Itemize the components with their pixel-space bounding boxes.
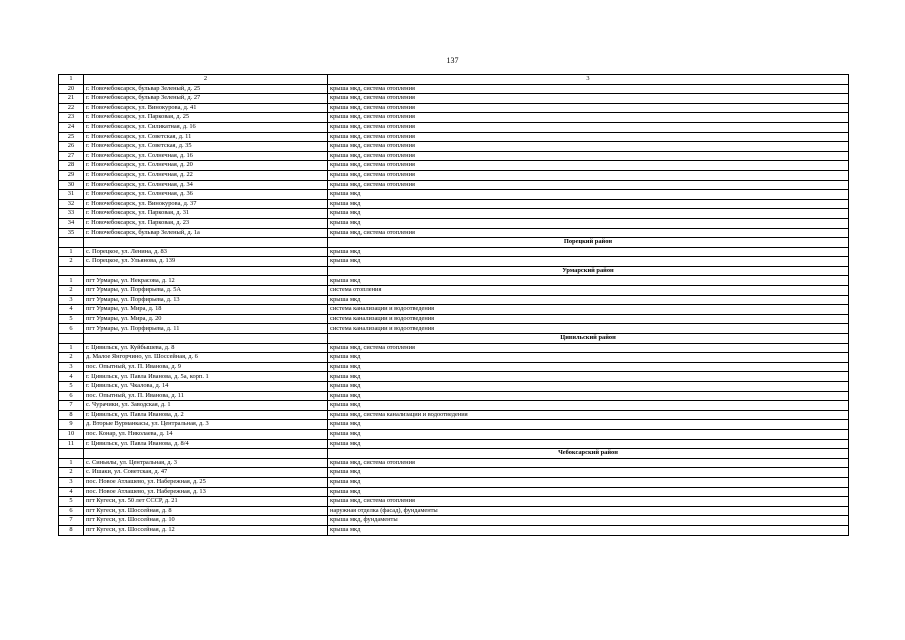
row-number: 6 [59,391,84,401]
row-number: 1 [59,276,84,286]
row-number: 5 [59,382,84,392]
table-row [59,324,849,334]
address-cell: г. Новочебоксарск, ул. Солнечная, д. 36 [84,190,328,200]
address-cell: пгт Урмары, ул. Мира, д. 18 [84,305,328,315]
address-cell: с. Порецкое, ул. Ульянова, д. 139 [84,257,328,267]
table-row [59,458,849,468]
address-cell: г. Новочебоксарск, ул. Винокурова, д. 37 [84,199,328,209]
address-cell: пгт Урмары, ул. Некрасова, д. 12 [84,276,328,286]
table-row [59,94,849,104]
work-type-cell: крыша мкд [328,420,849,430]
address-cell: пгт Кугеси, ул. 50 лет СССР, д. 21 [84,497,328,507]
page-number: 137 [446,56,459,65]
work-type-cell: крыша мкд [328,477,849,487]
row-number: 5 [59,314,84,324]
work-type-cell: крыша мкд [328,257,849,267]
row-number: 4 [59,372,84,382]
empty-cell [84,449,328,459]
table-row [59,84,849,94]
address-cell: г. Новочебоксарск, ул. Силикатная, д. 16 [84,122,328,132]
work-type-cell: крыша мкд [328,199,849,209]
row-number: 3 [59,477,84,487]
row-number: 2 [59,353,84,363]
address-cell: г. Цивильск, ул. Павла Иванова, д. 2 [84,410,328,420]
row-number: 2 [59,286,84,296]
works-table-body [59,75,849,536]
table-row [59,209,849,219]
address-cell: пгт Кугеси, ул. Шоссейная, д. 10 [84,516,328,526]
table-row [59,132,849,142]
table-row [59,295,849,305]
address-cell: г. Цивильск, ул. Чкалова, д. 14 [84,382,328,392]
table-row [59,410,849,420]
row-number: 9 [59,420,84,430]
work-type-cell: крыша мкд [328,295,849,305]
address-cell: г. Новочебоксарск, бульвар Зеленый, д. 27 [84,94,328,104]
address-cell: с. Порецкое, ул. Ленина, д. 83 [84,247,328,257]
work-type-cell: крыша мкд, фундаменты [328,516,849,526]
work-type-cell: крыша мкд, система отопления [328,122,849,132]
work-type-cell: крыша мкд [328,429,849,439]
work-type-cell: система отопления [328,286,849,296]
work-type-cell: крыша мкд [328,276,849,286]
table-row [59,142,849,152]
address-cell: г. Новочебоксарск, ул. Советская, д. 35 [84,142,328,152]
empty-cell [84,238,328,248]
district-title: Порецкий район [328,238,849,248]
row-number: 10 [59,429,84,439]
address-cell: г. Новочебоксарск, бульвар Зеленый, д. 1а [84,228,328,238]
works-table [58,74,849,536]
work-type-cell: крыша мкд [328,468,849,478]
address-cell: г. Новочебоксарск, ул. Солнечная, д. 22 [84,170,328,180]
row-number: 29 [59,170,84,180]
district-header-row [59,449,849,459]
row-number: 5 [59,497,84,507]
table-row [59,305,849,315]
empty-cell [84,334,328,344]
work-type-cell: крыша мкд [328,247,849,257]
address-cell: пос. Конар, ул. Николаева, д. 14 [84,429,328,439]
address-cell: пгт Урмары, ул. Порфирьева, д. 5А [84,286,328,296]
address-cell: г. Цивильск, ул. Павла Иванова, д. 8/4 [84,439,328,449]
row-number: 1 [59,458,84,468]
district-header-row [59,266,849,276]
address-cell: пгт Кугеси, ул. Шоссейная, д. 12 [84,525,328,535]
table-row [59,180,849,190]
table-row [59,372,849,382]
address-cell: г. Новочебоксарск, ул. Парковая, д. 23 [84,218,328,228]
row-number: 1 [59,247,84,257]
district-title: Чебоксарский район [328,449,849,459]
work-type-cell: крыша мкд, система отопления [328,103,849,113]
row-number: 8 [59,525,84,535]
row-number: 24 [59,122,84,132]
work-type-cell: крыша мкд [328,525,849,535]
address-cell: д. Вторые Вурманкасы, ул. Центральная, д. 3 [84,420,328,430]
row-number: 26 [59,142,84,152]
table-row [59,190,849,200]
work-type-cell: крыша мкд [328,362,849,372]
work-type-cell: крыша мкд [328,391,849,401]
table-row [59,247,849,257]
row-number: 8 [59,410,84,420]
work-type-cell: крыша мкд, система канализации и водоотведения [328,410,849,420]
row-number: 3 [59,295,84,305]
work-type-cell: крыша мкд, система отопления [328,142,849,152]
table-row [59,286,849,296]
row-number: 35 [59,228,84,238]
table-row [59,516,849,526]
work-type-cell: система канализации и водоотведения [328,314,849,324]
work-type-cell: крыша мкд, система отопления [328,132,849,142]
row-number: 33 [59,209,84,219]
column-number-row [59,75,849,85]
address-cell: г. Новочебоксарск, ул. Солнечная, д. 16 [84,151,328,161]
work-type-cell: крыша мкд [328,209,849,219]
row-number: 22 [59,103,84,113]
table-row [59,113,849,123]
district-header-row [59,238,849,248]
table-row [59,151,849,161]
row-number: 2 [59,257,84,267]
table-row [59,420,849,430]
row-number: 11 [59,439,84,449]
work-type-cell: крыша мкд, система отопления [328,180,849,190]
table-row [59,343,849,353]
row-number: 25 [59,132,84,142]
address-cell: пос. Новое Атлашево, ул. Набережная, д. 13 [84,487,328,497]
address-cell: с. Чурачики, ул. Заводская, д. 1 [84,401,328,411]
address-cell: д. Малое Янгорчино, ул. Шоссейная, д. 6 [84,353,328,363]
work-type-cell: крыша мкд, система отопления [328,161,849,171]
work-type-cell: крыша мкд [328,372,849,382]
address-cell: пос. Новое Атлашево, ул. Набережная, д. 25 [84,477,328,487]
table-row [59,218,849,228]
work-type-cell: крыша мкд [328,439,849,449]
work-type-cell: крыша мкд, система отопления [328,228,849,238]
table-row [59,382,849,392]
table-row [59,122,849,132]
address-cell: пгт Урмары, ул. Порфирьева, д. 13 [84,295,328,305]
table-row [59,161,849,171]
empty-cell [59,449,84,459]
work-type-cell: система канализации и водоотведения [328,324,849,334]
empty-cell [59,334,84,344]
row-number: 4 [59,487,84,497]
work-type-cell: система канализации и водоотведения [328,305,849,315]
row-number: 28 [59,161,84,171]
address-cell: с. Ишаки, ул. Советская, д. 47 [84,468,328,478]
work-type-cell: крыша мкд [328,401,849,411]
address-cell: г. Новочебоксарск, ул. Солнечная, д. 34 [84,180,328,190]
table-row [59,362,849,372]
work-type-cell: крыша мкд, система отопления [328,113,849,123]
column-number-1: 1 [59,75,84,85]
work-type-cell: крыша мкд, система отопления [328,84,849,94]
work-type-cell: крыша мкд [328,353,849,363]
work-type-cell: крыша мкд [328,190,849,200]
address-cell: г. Новочебоксарск, ул. Солнечная, д. 20 [84,161,328,171]
district-title: Цивильский район [328,334,849,344]
address-cell: г. Новочебоксарск, ул. Парковая, д. 25 [84,113,328,123]
row-number: 7 [59,516,84,526]
row-number: 20 [59,84,84,94]
row-number: 30 [59,180,84,190]
row-number: 3 [59,362,84,372]
work-type-cell: крыша мкд, система отопления [328,343,849,353]
table-row [59,257,849,267]
work-type-cell: крыша мкд [328,487,849,497]
table-row [59,199,849,209]
table-row [59,276,849,286]
work-type-cell: крыша мкд [328,218,849,228]
work-type-cell: крыша мкд, система отопления [328,94,849,104]
district-title: Урмарский район [328,266,849,276]
row-number: 6 [59,506,84,516]
address-cell: г. Цивильск, ул. Куйбышева, д. 8 [84,343,328,353]
work-type-cell: крыша мкд, система отопления [328,170,849,180]
work-type-cell: наружная отделка (фасад), фундаменты [328,506,849,516]
table-row [59,506,849,516]
table-row [59,525,849,535]
table-row [59,103,849,113]
table-row [59,429,849,439]
work-type-cell: крыша мкд, система отопления [328,458,849,468]
table-row [59,439,849,449]
address-cell: г. Новочебоксарск, ул. Советская, д. 11 [84,132,328,142]
table-row [59,391,849,401]
table-row [59,497,849,507]
address-cell: пгт Урмары, ул. Мира, д. 20 [84,314,328,324]
address-cell: с. Синьялы, ул. Центральная, д. 3 [84,458,328,468]
work-type-cell: крыша мкд, система отопления [328,151,849,161]
district-header-row [59,334,849,344]
row-number: 21 [59,94,84,104]
table-row [59,353,849,363]
work-type-cell: крыша мкд [328,382,849,392]
row-number: 7 [59,401,84,411]
column-number-3: 3 [328,75,849,85]
row-number: 2 [59,468,84,478]
row-number: 1 [59,343,84,353]
row-number: 31 [59,190,84,200]
address-cell: пос. Опытный, ул. П. Иванова, д. 9 [84,362,328,372]
table-row [59,314,849,324]
row-number: 4 [59,305,84,315]
address-cell: г. Новочебоксарск, бульвар Зеленый, д. 25 [84,84,328,94]
row-number: 23 [59,113,84,123]
column-number-2: 2 [84,75,328,85]
table-row [59,468,849,478]
empty-cell [59,266,84,276]
address-cell: пос. Опытный, ул. П. Иванова, д. 11 [84,391,328,401]
table-row [59,487,849,497]
work-type-cell: крыша мкд, система отопления [328,497,849,507]
row-number: 32 [59,199,84,209]
row-number: 6 [59,324,84,334]
address-cell: пгт Урмары, ул. Порфирьева, д. 11 [84,324,328,334]
table-row [59,170,849,180]
empty-cell [59,238,84,248]
address-cell: пгт Кугеси, ул. Шоссейная, д. 8 [84,506,328,516]
table-row [59,401,849,411]
table-row [59,477,849,487]
address-cell: г. Цивильск, ул. Павла Иванова, д. 5а, корп. 1 [84,372,328,382]
address-cell: г. Новочебоксарск, ул. Винокурова, д. 41 [84,103,328,113]
table-row [59,228,849,238]
row-number: 34 [59,218,84,228]
row-number: 27 [59,151,84,161]
empty-cell [84,266,328,276]
address-cell: г. Новочебоксарск, ул. Парковая, д. 31 [84,209,328,219]
